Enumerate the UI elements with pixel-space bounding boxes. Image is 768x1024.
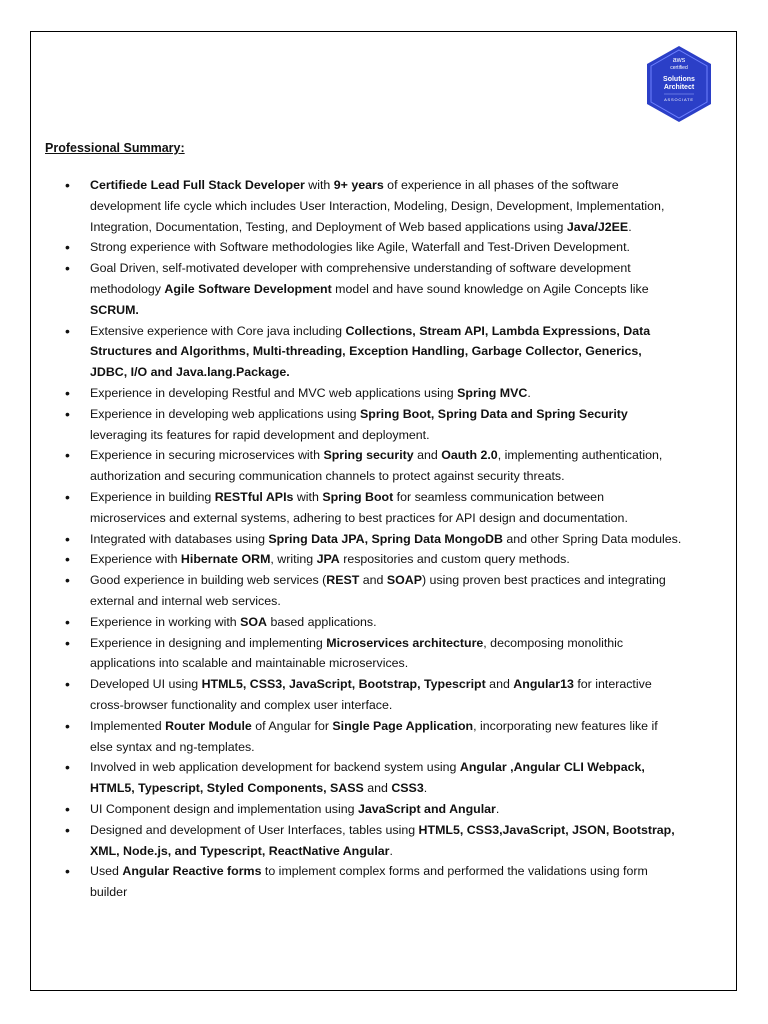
text: and [413,448,442,463]
list-item [62,612,682,633]
bold-text: 9+ years [333,178,384,192]
text: Experience in securing microservices with [90,448,324,463]
bold-text: HTML5, CSS3,JavaScript, JSON, Bootstrap, XML, Node.js, and Typescript, ReactNative Angular [90,822,675,858]
bold-text: Java/J2EE [566,219,629,234]
badge-line2: Solutions [663,76,695,83]
badge-line3: Architect [663,84,695,91]
text: Experience with [90,552,181,567]
section-title-suffix: : [180,141,185,155]
text: Goal Driven, self-motivated developer with comprehensive understanding of software development methodology [90,261,631,296]
text: and [359,573,387,588]
bold-text: HTML5, CSS3, JavaScript, Bootstrap, Typescript [201,677,486,692]
bold-text: Angular ,Angular CLI Webpack, HTML5, Typescript, Styled Components, SASS [90,760,645,796]
text: Used [90,864,123,879]
list-item [62,404,682,446]
bold-text: Spring Boot, Spring Data and Spring Security [360,406,628,421]
text: UI Component design and implementation using [90,801,358,816]
text: Implemented [90,718,166,733]
list-item [62,237,682,258]
bold-text: Hibernate ORM [180,552,271,567]
text: with [304,178,334,192]
bold-text: Microservices architecture [326,635,484,650]
text: and [485,677,514,692]
text: Experience in designing and implementing [90,635,327,650]
text: to implement complex forms and performed the validations using form builder [90,864,648,900]
badge-line1: certified [670,65,688,71]
text: . [423,781,428,796]
text: , writing [270,552,317,567]
text: of experience in all phases of the software development life cycle which includes User Interaction, Modeling, Design, Development, Implementation, Integration, Documentation, Testing, and Deployment of Web based applications using [90,178,665,234]
text: leveraging its features for rapid development and deployment. [90,427,430,442]
text: based applications. [267,614,377,629]
text: . [389,843,393,858]
text: Involved in web application development for backend system using [90,760,460,775]
bold-text: SCRUM. [90,302,139,317]
text: , incorporating new features like if else syntax and ng-templates. [90,718,658,754]
list-item [62,445,682,487]
section-title [45,141,185,155]
bold-text: RESTful APIs [214,489,294,504]
text: Designed and development of User Interfaces, tables using [90,822,419,837]
list-item [62,633,682,675]
text: respositories and custom query methods. [339,552,570,567]
bold-text: Router Module [165,718,252,733]
text: Experience in working with [90,614,241,629]
text: Developed UI using [90,677,202,692]
list-item [62,175,682,237]
text: . [527,385,531,400]
badge-line4: ASSOCIATE [664,97,694,102]
text: . [628,219,632,234]
bold-text: REST [326,573,360,588]
text: Integrated with databases using [90,531,269,546]
bold-text: SOA [240,614,267,629]
badge-brand: aws [672,57,686,64]
text: Experience in developing Restful and MVC web applications using [90,385,458,400]
text: , implementing authentication, authorization and securing communication channels to protect against security threats. [90,448,663,484]
bold-text: Single Page Application [332,718,474,733]
list-item [62,529,682,550]
bold-text: Spring security [323,448,414,463]
list-item [62,258,682,320]
text: with [293,489,323,504]
list-item [62,549,682,570]
text: Experience in developing web applications using [90,406,361,421]
list-item [62,674,682,716]
text: and other Spring Data modules. [502,531,682,546]
list-item [62,757,682,799]
list-item [62,799,682,820]
section-title-text: Professional Summary [45,141,181,155]
list-item [62,383,682,404]
text: Strong experience with Software methodologies like Agile, Waterfall and Test-Driven Development. [90,240,630,255]
text: ) using proven best practices and integrating external and internal web services. [90,573,666,608]
list-item [62,861,682,903]
aws-certified-badge-icon [644,44,714,124]
text: model and have sound knowledge on Agile Concepts like [331,281,649,296]
bold-text: Spring Data JPA, Spring Data MongoDB [268,531,503,546]
text: Good experience in building web services ( [90,573,327,588]
text: Extensive experience with Core java including [90,323,346,338]
text: of Angular for [251,718,333,733]
list-item [62,716,682,758]
bold-text: Spring MVC [457,385,528,400]
bold-text: Angular Reactive forms [122,864,262,879]
text: , decomposing monolithic applications into scalable and maintainable microservices. [90,635,624,671]
bold-text: Spring Boot [322,489,394,504]
list-item [62,570,682,612]
text: . [495,801,500,816]
list-item [62,820,682,862]
bold-text: Collections, Stream API, Lambda Expressions, Data Structures and Algorithms, Multi-threading, Exception Handling, Garbage Collector, Generics, JDBC, I/O and Java.lang.Package. [90,323,651,380]
list-item [62,487,682,529]
text: and [363,781,392,796]
bold-text: Certifiede Lead Full Stack Developer [90,178,305,192]
text: for seamless communication between microservices and external systems, adhering to best practices for API design and documentation. [90,489,628,525]
bold-text: Oauth 2.0 [441,448,498,463]
bold-text: JavaScript and Angular [357,801,496,816]
list-item [62,321,682,383]
bold-text: CSS3 [391,781,424,796]
bold-text: JPA [316,552,340,567]
bold-text: Agile Software Development [164,281,332,296]
bold-text: SOAP [386,573,422,588]
bold-text: Angular13 [513,677,574,692]
text: Experience in building [90,489,215,504]
summary-bullet-list [62,175,682,903]
text: for interactive cross-browser functionality and complex user interface. [90,677,652,712]
